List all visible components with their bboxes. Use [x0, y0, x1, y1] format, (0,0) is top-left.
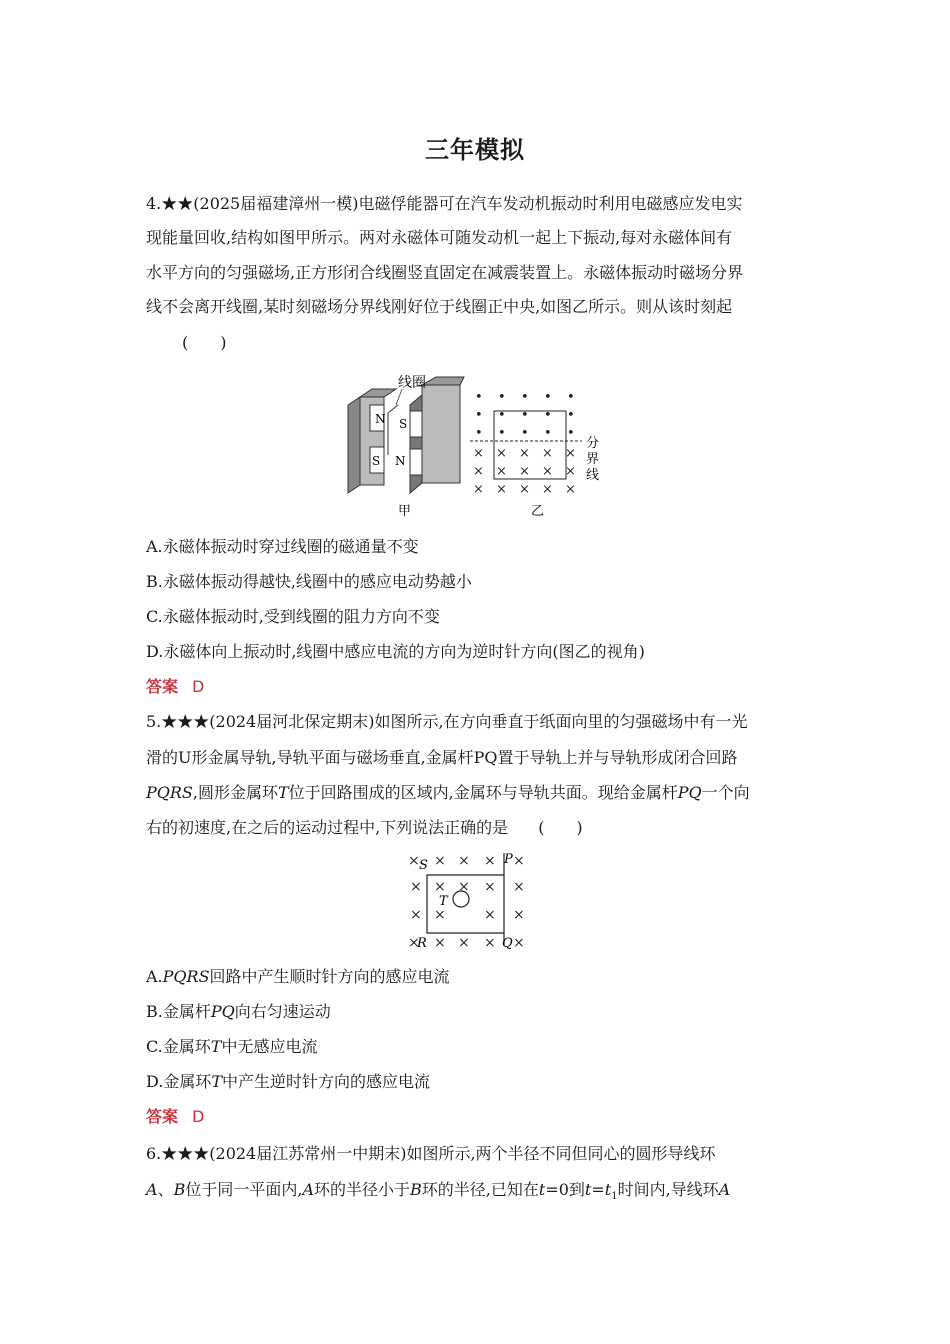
answer-value: D: [192, 1107, 205, 1126]
cross: ×: [410, 879, 422, 895]
q4-line-4: 线不会离开线圈,某时刻磁场分界线刚好位于线圈正中央,如图乙所示。则从该时刻起: [146, 297, 733, 316]
q5-option-a: [146, 967, 450, 987]
cross: ×: [410, 907, 422, 923]
q5-figure: [400, 845, 540, 955]
cross: ×: [496, 446, 507, 461]
cross: ×: [434, 935, 446, 951]
q4-line-3: 水平方向的匀强磁场,正方形闭合线圈竖直固定在减震装置上。永磁体振动时磁场分界: [146, 263, 744, 282]
cross: ×: [542, 446, 553, 461]
magnet-n-label: N: [375, 412, 386, 426]
boundary-label-3: 线: [586, 468, 600, 483]
dot: •: [498, 426, 506, 441]
q5-answer-blank: ( ): [538, 818, 583, 837]
q5-option-b: [146, 1002, 331, 1022]
text: B.金属杆: [146, 1002, 211, 1021]
text: =: [591, 1180, 605, 1199]
magnet-s-label: S: [372, 454, 381, 468]
text: B: [173, 1180, 186, 1199]
dot: •: [475, 408, 483, 423]
cross: ×: [484, 935, 496, 951]
pqrs: PQRS: [146, 783, 193, 802]
text: t: [538, 1180, 546, 1199]
cross: ×: [513, 853, 525, 869]
q4-option-b: B.永磁体振动得越快,线圈中的感应电动势越小: [146, 572, 472, 591]
q5-answer: [146, 1107, 204, 1127]
text: 位于回路围成的区域内,金属环与导轨共面。现给金属杆: [288, 783, 678, 802]
label-s: S: [419, 858, 428, 873]
answer-label: 答案: [146, 1107, 179, 1126]
text: 中产生逆时针方向的感应电流: [222, 1072, 431, 1091]
q4-option-c: C.永磁体振动时,受到线圈的阻力方向不变: [146, 607, 440, 626]
boundary-label-1: 分: [586, 436, 600, 451]
text: 时间内,导线环: [617, 1180, 719, 1199]
cross: ×: [458, 853, 470, 869]
dot: •: [475, 426, 483, 441]
cross: ×: [473, 464, 484, 479]
q5-option-d: [146, 1072, 430, 1092]
cross: ×: [565, 482, 576, 497]
cross: ×: [434, 853, 446, 869]
page-title: 三年模拟: [425, 136, 525, 164]
text: 、: [157, 1180, 174, 1199]
label-p: P: [504, 852, 513, 867]
text: 一个向: [701, 783, 750, 802]
text: 环的半径,已知在: [421, 1180, 539, 1199]
boundary-label-2: 界: [586, 452, 600, 467]
cross: ×: [496, 482, 507, 497]
cross: ×: [484, 853, 496, 869]
text: A: [718, 1180, 731, 1199]
cross: ×: [513, 935, 525, 951]
text: t: [584, 1180, 592, 1199]
magnet-n2-label: N: [395, 454, 406, 468]
text: ,圆形金属环: [192, 783, 278, 802]
label-t: T: [439, 894, 448, 909]
q6-line-1: 6.★★★(2024届江苏常州一中期末)如图所示,两个半径不同但同心的圆形导线环: [146, 1144, 716, 1163]
cross: ×: [565, 446, 576, 461]
text: 向右匀速运动: [234, 1002, 331, 1021]
text: PQRS: [162, 967, 210, 986]
dot: •: [498, 408, 506, 423]
cross: ×: [434, 879, 446, 895]
dot: •: [567, 408, 575, 423]
cross: ×: [408, 853, 420, 869]
cross: ×: [484, 907, 496, 923]
answer-value: D: [192, 677, 205, 696]
cross: ×: [434, 907, 446, 923]
text: B: [410, 1180, 422, 1199]
label-r: R: [417, 936, 427, 951]
coil-label: 线圈: [398, 375, 426, 391]
q5-line-1: 5.★★★(2024届河北保定期末)如图所示,在方向垂直于纸面向里的匀强磁场中有一光: [146, 712, 748, 731]
dot: •: [521, 408, 529, 423]
text: T: [211, 1072, 223, 1091]
q5-line-3: [146, 783, 750, 803]
q5-option-c: [146, 1037, 317, 1057]
cross: ×: [473, 446, 484, 461]
cross: ×: [565, 464, 576, 479]
text: 回路中产生顺时针方向的感应电流: [209, 967, 450, 986]
cross: ×: [458, 879, 470, 895]
text: 1: [611, 1191, 618, 1203]
dot: •: [544, 390, 552, 405]
caption-yi: 乙: [531, 504, 545, 519]
cross: ×: [519, 446, 530, 461]
q4-option-a: A.永磁体振动时穿过线圈的磁通量不变: [146, 537, 419, 556]
text: t: [604, 1180, 612, 1199]
text: C.金属环: [146, 1037, 211, 1056]
text: PQ: [210, 1002, 235, 1021]
q4-option-d: D.永磁体向上振动时,线圈中感应电流的方向为逆时针方向(图乙的视角): [146, 642, 645, 661]
dot: •: [544, 408, 552, 423]
text: =0到: [545, 1180, 585, 1199]
pq: PQ: [677, 783, 702, 802]
text: D.金属环: [146, 1072, 212, 1091]
cross: ×: [513, 907, 525, 923]
cross: ×: [473, 482, 484, 497]
text: 环的半径小于: [314, 1180, 411, 1199]
cross: ×: [496, 464, 507, 479]
cross: ×: [542, 482, 553, 497]
q5-line-4: [146, 818, 583, 838]
q4-line-2: 现能量回收,结构如图甲所示。两对永磁体可随发动机一起上下振动,每对永磁体间有: [146, 228, 733, 247]
dot: •: [475, 390, 483, 405]
t: T: [277, 783, 289, 802]
caption-jia: 甲: [398, 504, 412, 519]
dot: •: [567, 390, 575, 405]
cross: ×: [513, 879, 525, 895]
text: 右的初速度,在之后的运动过程中,下列说法正确的是: [146, 818, 509, 837]
text: T: [210, 1037, 222, 1056]
cross: ×: [542, 464, 553, 479]
q6-line-2: [146, 1180, 730, 1207]
label-q: Q: [502, 936, 513, 951]
dot: •: [521, 390, 529, 405]
q5-line-2: 滑的U形金属导轨,导轨平面与磁场垂直,金属杆PQ置于导轨上并与导轨形成闭合回路: [146, 748, 738, 767]
dot: •: [544, 426, 552, 441]
magnet-s2-label: S: [399, 417, 408, 431]
q4-line-1: 4.★★(2025届福建漳州一模)电磁俘能器可在汽车发动机振动时利用电磁感应发电实: [146, 194, 743, 213]
dot: •: [498, 390, 506, 405]
cross: ×: [519, 482, 530, 497]
cross: ×: [458, 935, 470, 951]
text: A: [302, 1180, 314, 1199]
text: 位于同一平面内,: [185, 1180, 303, 1199]
q4-figure: [340, 365, 620, 525]
text: 中无感应电流: [221, 1037, 318, 1056]
answer-label: 答案: [146, 677, 179, 696]
q4-answer-blank: ( ): [182, 333, 227, 352]
dot: •: [521, 426, 529, 441]
cross: ×: [484, 879, 496, 895]
q4-answer: [146, 677, 204, 697]
dot: •: [567, 426, 575, 441]
text: A.: [146, 967, 163, 986]
cross: ×: [519, 464, 530, 479]
cross: ×: [408, 935, 420, 951]
text: A: [146, 1180, 158, 1199]
